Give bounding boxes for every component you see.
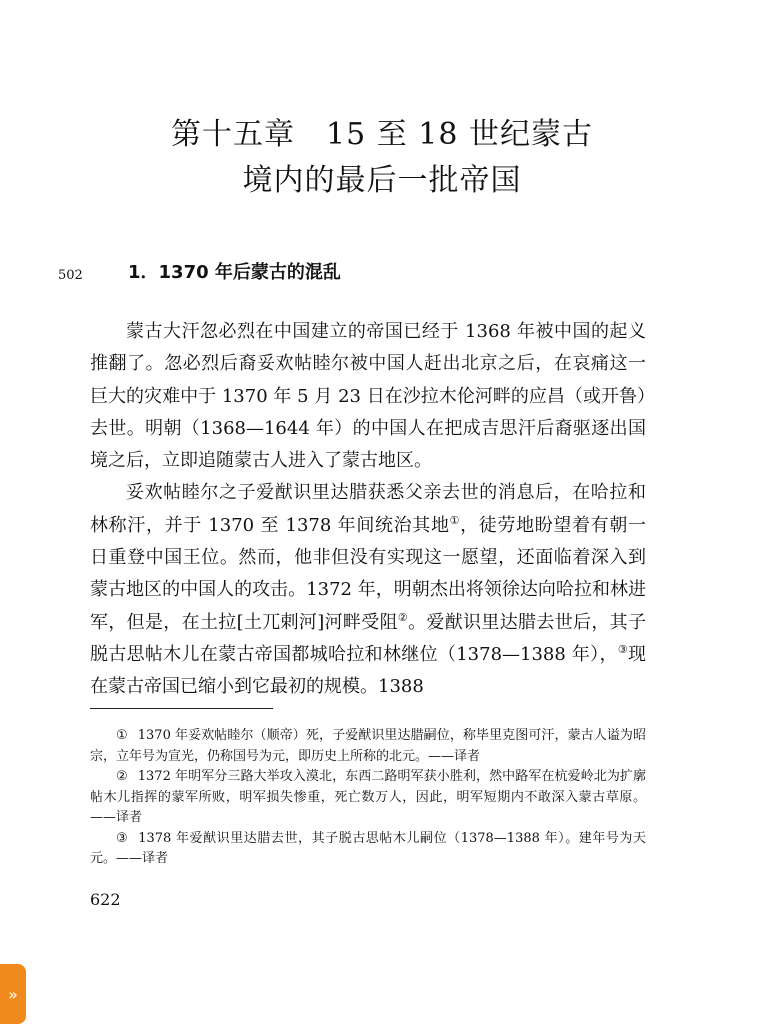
footnote-ref-3[interactable]: ③	[617, 642, 628, 656]
footnote-mark: ③	[116, 830, 129, 846]
footnote-divider	[90, 708, 273, 709]
side-panel-toggle[interactable]	[0, 964, 26, 1024]
footnote-text: 1378 年爱猷识里达腊去世，其子脱古思帖木儿嗣位（1378—1388 年）。建年号为天元。——译者	[90, 830, 646, 866]
footnote-1	[90, 726, 646, 767]
footnote-text: 1370 年妥欢帖睦尔（顺帝）死，子爱猷识里达腊嗣位，称毕里克图可汗，蒙古人谥为昭宗，立年号为宣光，仍称国号为元，即历史上所称的北元。——译者	[90, 728, 647, 764]
chapter-title-line-2: 境内的最后一批帝国	[242, 163, 522, 198]
footnotes	[90, 726, 646, 870]
footnote-2	[90, 767, 646, 829]
chapter-title	[0, 112, 764, 204]
footnote-ref-2[interactable]: ②	[397, 610, 409, 624]
paragraph-1: 蒙古大汗忽必烈在中国建立的帝国已经于 1368 年被中国的起义推翻了。忽必烈后裔妥欢帖睦尔被中国人赶出北京之后，在哀痛这一巨大的灾难中于 1370 年 5 月 23 日在沙拉木伦河畔的应昌（或开鲁）去世。明朝（1368—1644 年）的中国人在把成吉思汗后裔驱逐出国境之后，立即追随蒙古人进入了蒙古地区。	[90, 321, 646, 472]
body-text	[90, 316, 646, 704]
footnote-ref-1[interactable]: ①	[449, 513, 461, 527]
footnote-mark: ②	[116, 769, 128, 784]
chapter-title-line-1: 第十五章 15 至 18 世纪蒙古	[171, 117, 593, 152]
double-chevron-right-icon: »	[8, 984, 18, 1004]
margin-page-number: 502	[58, 268, 83, 283]
paragraph-2	[90, 477, 646, 703]
footnote-mark: ①	[116, 728, 128, 743]
footnote-text: 1372 年明军分三路大举攻入漠北，东西二路明军获小胜利，然中路军在杭爱岭北为扩廓帖木儿指挥的蒙军所败，明军损失惨重，死亡数万人，因此，明军短期内不敢深入蒙古草原。——译者	[90, 769, 647, 825]
paragraph-2-part-3: 。爱猷识里达腊去世后，其子脱古思帖木儿在蒙古帝国都城哈拉和林继位（1378—1388 年），	[90, 611, 646, 665]
paragraph-2-part-2: ，徒劳地盼望着有朝一日重登中国王位。然而，他非但没有实现这一愿望，还面临着深入到蒙古地区的中国人的攻击。1372 年，明朝杰出将领徐达向哈拉和林进军，但是，在土拉[土兀剌河]河畔受阻	[90, 514, 646, 633]
page-number: 622	[90, 890, 121, 909]
paragraph-2-part-1: 妥欢帖睦尔之子爱猷识里达腊获悉父亲去世的消息后，在哈拉和林称汗，并于 1370 至 1378 年间统治其地	[90, 482, 646, 536]
footnote-3	[90, 829, 646, 870]
paragraph-2-part-4: 现在蒙古帝国已缩小到它最初的规模。1388	[90, 643, 646, 698]
section-heading: 1．1370 年后蒙古的混乱	[128, 262, 341, 283]
